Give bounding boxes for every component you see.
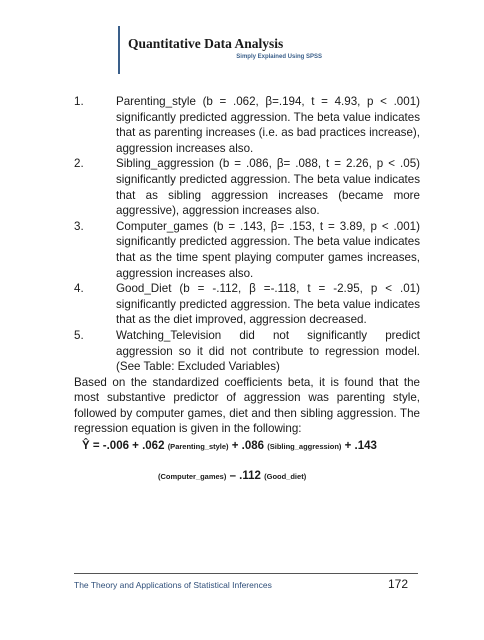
item-text: Parenting_style (b = .062, β=.194, t = 4.93, p < .001) significantly predicted aggression. The beta value indicates that as parenting increases (i.e. as bad practices increase), aggression increases also. <box>116 95 420 155</box>
item-number: 2. <box>74 157 84 171</box>
equation-line-2 <box>158 470 306 482</box>
list-item <box>74 94 420 156</box>
item-text: Good_Diet (b = -.112, β =-.118, t = -2.95, p < .01) significantly predicted aggression. The beta value indicates that as the diet improved, aggression decreased. <box>116 282 420 327</box>
coef-diet: – .112 <box>229 470 261 482</box>
item-text: Watching_Television did not significantly predict aggression so it did not contribute to regression model. (See Table: Excluded Variables) <box>116 328 420 374</box>
summary-paragraph: Based on the standardized coefficients beta, it is found that the most substantive predictor of aggression was parenting style, followed by computer games, diet and then sibling aggression. The regression equation is given in the following: <box>74 375 420 436</box>
list-item <box>74 156 420 218</box>
item-text: Sibling_aggression (b = .086, β= .088, t = 2.26, p < .05) significantly predicted aggression. The beta value indicates that as sibling aggression increases (became more aggressive), aggression increases also. <box>116 157 420 218</box>
coef-computer: + .143 <box>344 440 377 452</box>
page-header <box>118 26 328 74</box>
var-sibling: (Sibling_aggression) <box>267 442 342 451</box>
footer-book-title: The Theory and Applications of Statistical Inferences <box>74 580 272 590</box>
list-item <box>74 219 420 281</box>
var-computer: (Computer_games) <box>158 472 227 481</box>
list-item <box>74 281 420 328</box>
item-number: 4. <box>74 282 84 296</box>
item-number: 3. <box>74 219 84 233</box>
var-diet: (Good_diet) <box>264 472 307 481</box>
item-number: 1. <box>74 95 84 108</box>
page-number: 172 <box>388 577 409 591</box>
header-title: Quantitative Data Analysis <box>128 36 284 51</box>
var-parenting: (Parenting_style) <box>167 442 229 451</box>
equation-lead: Ŷ = -.006 + .062 <box>82 440 165 452</box>
header-subtitle: Simply Explained Using SPSS <box>236 54 322 60</box>
item-text: Computer_games (b = .143, β= .153, t = 3.89, p < .001) significantly predicted aggression. The beta value indicates that as the time spent playing computer games increases, aggression increases also. <box>116 219 420 280</box>
footer-divider <box>74 573 418 574</box>
body-content <box>74 94 420 437</box>
results-list <box>74 94 420 375</box>
list-item <box>74 328 420 375</box>
equation-line-1 <box>82 440 377 452</box>
coef-sibling: + .086 <box>231 440 265 452</box>
item-number: 5. <box>74 328 84 342</box>
